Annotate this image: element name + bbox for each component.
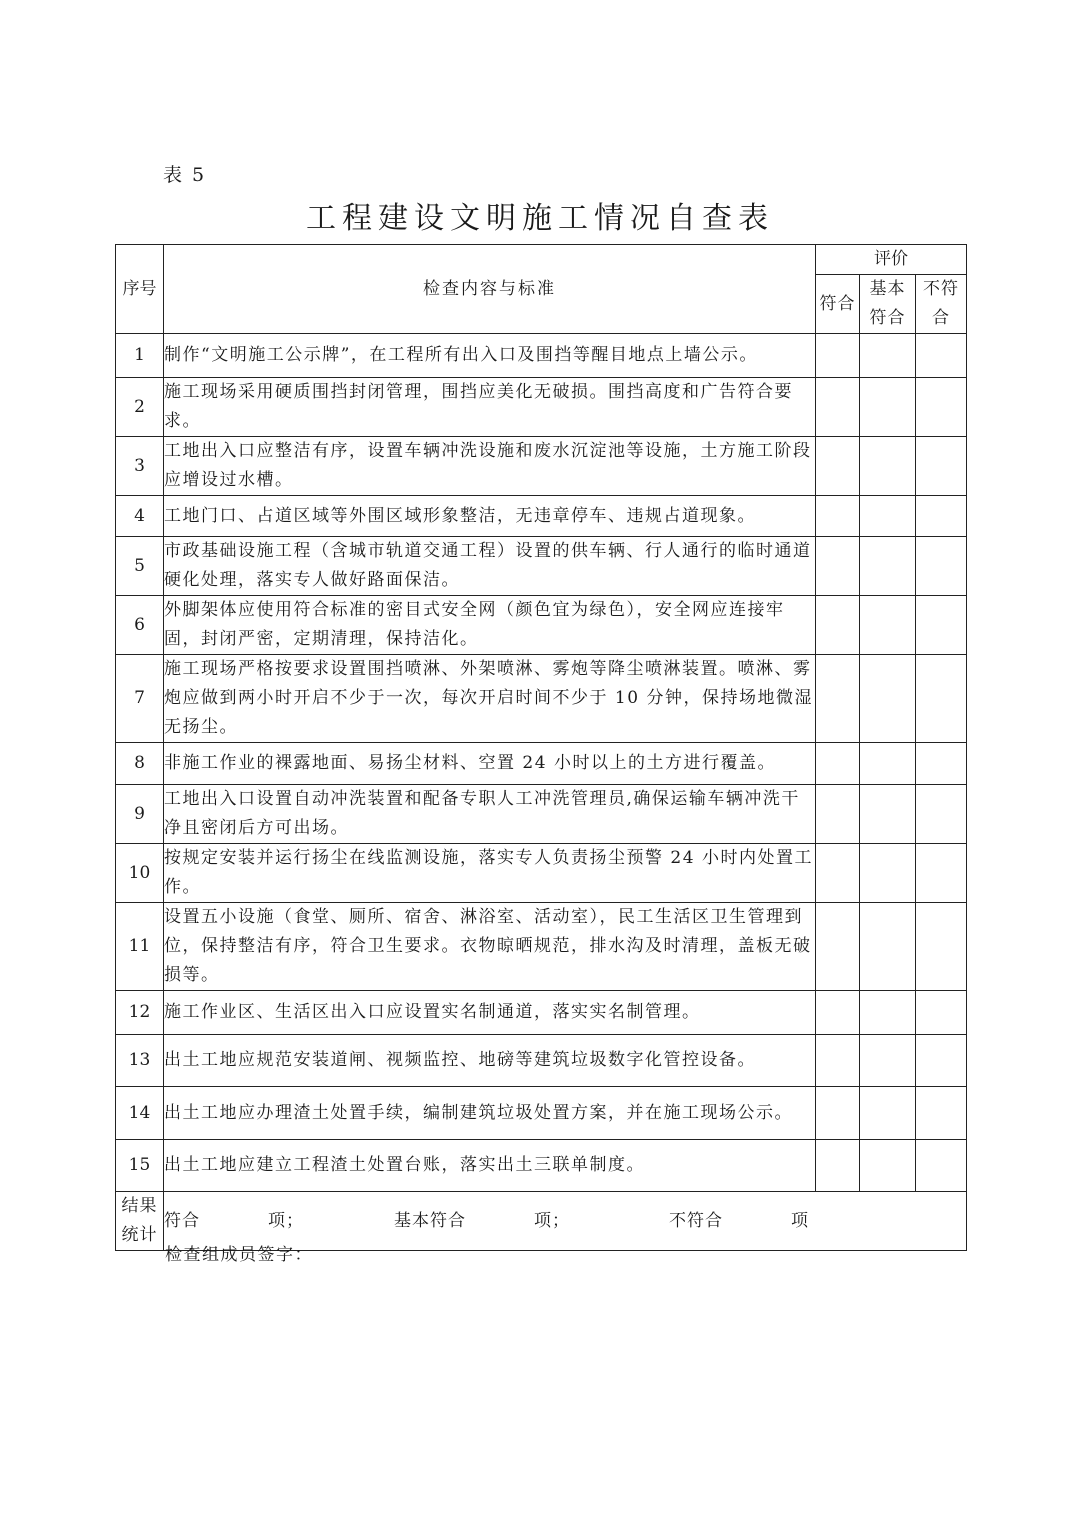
row-number: 4 — [116, 496, 164, 537]
row-number: 14 — [116, 1087, 164, 1140]
row-number: 8 — [116, 743, 164, 785]
header-seq: 序号 — [116, 245, 164, 334]
conform-cell[interactable] — [816, 496, 860, 537]
header-row — [116, 245, 967, 275]
nonconform-cell[interactable] — [916, 844, 967, 903]
table-row — [116, 743, 967, 785]
row-number: 6 — [116, 596, 164, 655]
row-number: 9 — [116, 785, 164, 844]
conform-cell[interactable] — [816, 1140, 860, 1192]
conform-cell[interactable] — [816, 903, 860, 991]
nonconform-cell[interactable] — [916, 334, 967, 378]
conform-cell[interactable] — [816, 991, 860, 1035]
header-basic-conform: 基本 符合 — [860, 275, 916, 334]
summary-label: 结果 统计 — [116, 1192, 164, 1251]
nonconform-cell[interactable] — [916, 991, 967, 1035]
table-row — [116, 437, 967, 496]
basic-conform-cell[interactable] — [860, 334, 916, 378]
table-row — [116, 334, 967, 378]
row-content: 工地门口、占道区域等外围区域形象整洁，无违章停车、违规占道现象。 — [164, 496, 816, 537]
nonconform-cell[interactable] — [916, 437, 967, 496]
row-number: 11 — [116, 903, 164, 991]
row-content: 施工作业区、生活区出入口应设置实名制通道，落实实名制管理。 — [164, 991, 816, 1035]
basic-conform-cell[interactable] — [860, 1087, 916, 1140]
basic-conform-cell[interactable] — [860, 496, 916, 537]
conform-cell[interactable] — [816, 537, 860, 596]
basic-conform-cell[interactable] — [860, 378, 916, 437]
table-number: 表 5 — [163, 164, 207, 186]
basic-conform-cell[interactable] — [860, 991, 916, 1035]
nonconform-cell[interactable] — [916, 655, 967, 743]
row-content: 按规定安装并运行扬尘在线监测设施，落实专人负责扬尘预警 24 小时内处置工作。 — [164, 844, 816, 903]
nonconform-cell[interactable] — [916, 537, 967, 596]
nonconform-cell[interactable] — [916, 378, 967, 437]
basic-conform-cell[interactable] — [860, 437, 916, 496]
table-row — [116, 785, 967, 844]
table-row — [116, 844, 967, 903]
basic-conform-cell[interactable] — [860, 844, 916, 903]
row-number: 3 — [116, 437, 164, 496]
conform-cell[interactable] — [816, 844, 860, 903]
nonconform-cell[interactable] — [916, 785, 967, 844]
basic-conform-cell[interactable] — [860, 537, 916, 596]
nonconform-cell[interactable] — [916, 1087, 967, 1140]
conform-cell[interactable] — [816, 1087, 860, 1140]
basic-conform-cell[interactable] — [860, 785, 916, 844]
header-nonconform: 不符 合 — [916, 275, 967, 334]
row-content: 外脚架体应使用符合标准的密目式安全网（颜色宜为绿色），安全网应连接牢固，封闭严密，定期清理，保持洁化。 — [164, 596, 816, 655]
conform-cell[interactable] — [816, 596, 860, 655]
row-number: 5 — [116, 537, 164, 596]
conform-cell[interactable] — [816, 334, 860, 378]
row-number: 2 — [116, 378, 164, 437]
row-number: 10 — [116, 844, 164, 903]
header-evaluation: 评价 — [816, 245, 967, 275]
basic-conform-cell[interactable] — [860, 655, 916, 743]
row-number: 12 — [116, 991, 164, 1035]
row-content: 市政基础设施工程（含城市轨道交通工程）设置的供车辆、行人通行的临时通道硬化处理，落实专人做好路面保洁。 — [164, 537, 816, 596]
row-content: 施工现场采用硬质围挡封闭管理，围挡应美化无破损。围挡高度和广告符合要求。 — [164, 378, 816, 437]
row-content: 设置五小设施（食堂、厕所、宿舍、淋浴室、活动室），民工生活区卫生管理到位，保持整洁有序，符合卫生要求。衣物晾晒规范，排水沟及时清理，盖板无破损等。 — [164, 903, 816, 991]
summary-basic-conform: 基本符合 项； — [394, 1210, 570, 1231]
row-content: 出土工地应规范安装道闸、视频监控、地磅等建筑垃圾数字化管控设备。 — [164, 1035, 816, 1087]
table-row — [116, 378, 967, 437]
table-row — [116, 537, 967, 596]
signature-line: 检查组成员签字： — [165, 1245, 313, 1265]
row-number: 1 — [116, 334, 164, 378]
table-row — [116, 596, 967, 655]
nonconform-cell[interactable] — [916, 1035, 967, 1087]
basic-conform-cell[interactable] — [860, 903, 916, 991]
table-row — [116, 496, 967, 537]
row-content: 制作“文明施工公示牌”，在工程所有出入口及围挡等醒目地点上墙公示。 — [164, 334, 816, 378]
nonconform-cell[interactable] — [916, 596, 967, 655]
table-row — [116, 1140, 967, 1192]
header-conform: 符合 — [816, 275, 860, 334]
basic-conform-cell[interactable] — [860, 1140, 916, 1192]
table-row — [116, 991, 967, 1035]
self-check-table — [115, 244, 967, 1251]
row-number: 7 — [116, 655, 164, 743]
conform-cell[interactable] — [816, 743, 860, 785]
basic-conform-cell[interactable] — [860, 596, 916, 655]
conform-cell[interactable] — [816, 437, 860, 496]
table-row — [116, 655, 967, 743]
table-row — [116, 1087, 967, 1140]
document-title: 工程建设文明施工情况自查表 — [306, 201, 774, 236]
conform-cell[interactable] — [816, 1035, 860, 1087]
row-content: 出土工地应建立工程渣土处置台账，落实出土三联单制度。 — [164, 1140, 816, 1192]
row-content: 出土工地应办理渣土处置手续，编制建筑垃圾处置方案，并在施工现场公示。 — [164, 1087, 816, 1140]
basic-conform-cell[interactable] — [860, 743, 916, 785]
conform-cell[interactable] — [816, 785, 860, 844]
row-number: 13 — [116, 1035, 164, 1087]
summary-conform: 符合 项； — [164, 1210, 304, 1231]
nonconform-cell[interactable] — [916, 1140, 967, 1192]
row-content: 非施工作业的裸露地面、易扬尘材料、空置 24 小时以上的土方进行覆盖。 — [164, 743, 816, 785]
nonconform-cell[interactable] — [916, 743, 967, 785]
basic-conform-cell[interactable] — [860, 1035, 916, 1087]
summary-nonconform: 不符合 项 — [669, 1210, 809, 1231]
table-row — [116, 1035, 967, 1087]
header-content: 检查内容与标准 — [164, 245, 816, 334]
nonconform-cell[interactable] — [916, 903, 967, 991]
row-content: 施工现场严格按要求设置围挡喷淋、外架喷淋、雾炮等降尘喷淋装置。喷淋、雾炮应做到两小时开启不少于一次，每次开启时间不少于 10 分钟，保持场地微湿无扬尘。 — [164, 655, 816, 743]
row-content: 工地出入口设置自动冲洗装置和配备专职人工冲洗管理员,确保运输车辆冲洗干净且密闭后方可出场。 — [164, 785, 816, 844]
nonconform-cell[interactable] — [916, 496, 967, 537]
row-number: 15 — [116, 1140, 164, 1192]
conform-cell[interactable] — [816, 378, 860, 437]
row-content: 工地出入口应整洁有序，设置车辆冲洗设施和废水沉淀池等设施，土方施工阶段应增设过水槽。 — [164, 437, 816, 496]
table-row — [116, 903, 967, 991]
conform-cell[interactable] — [816, 655, 860, 743]
